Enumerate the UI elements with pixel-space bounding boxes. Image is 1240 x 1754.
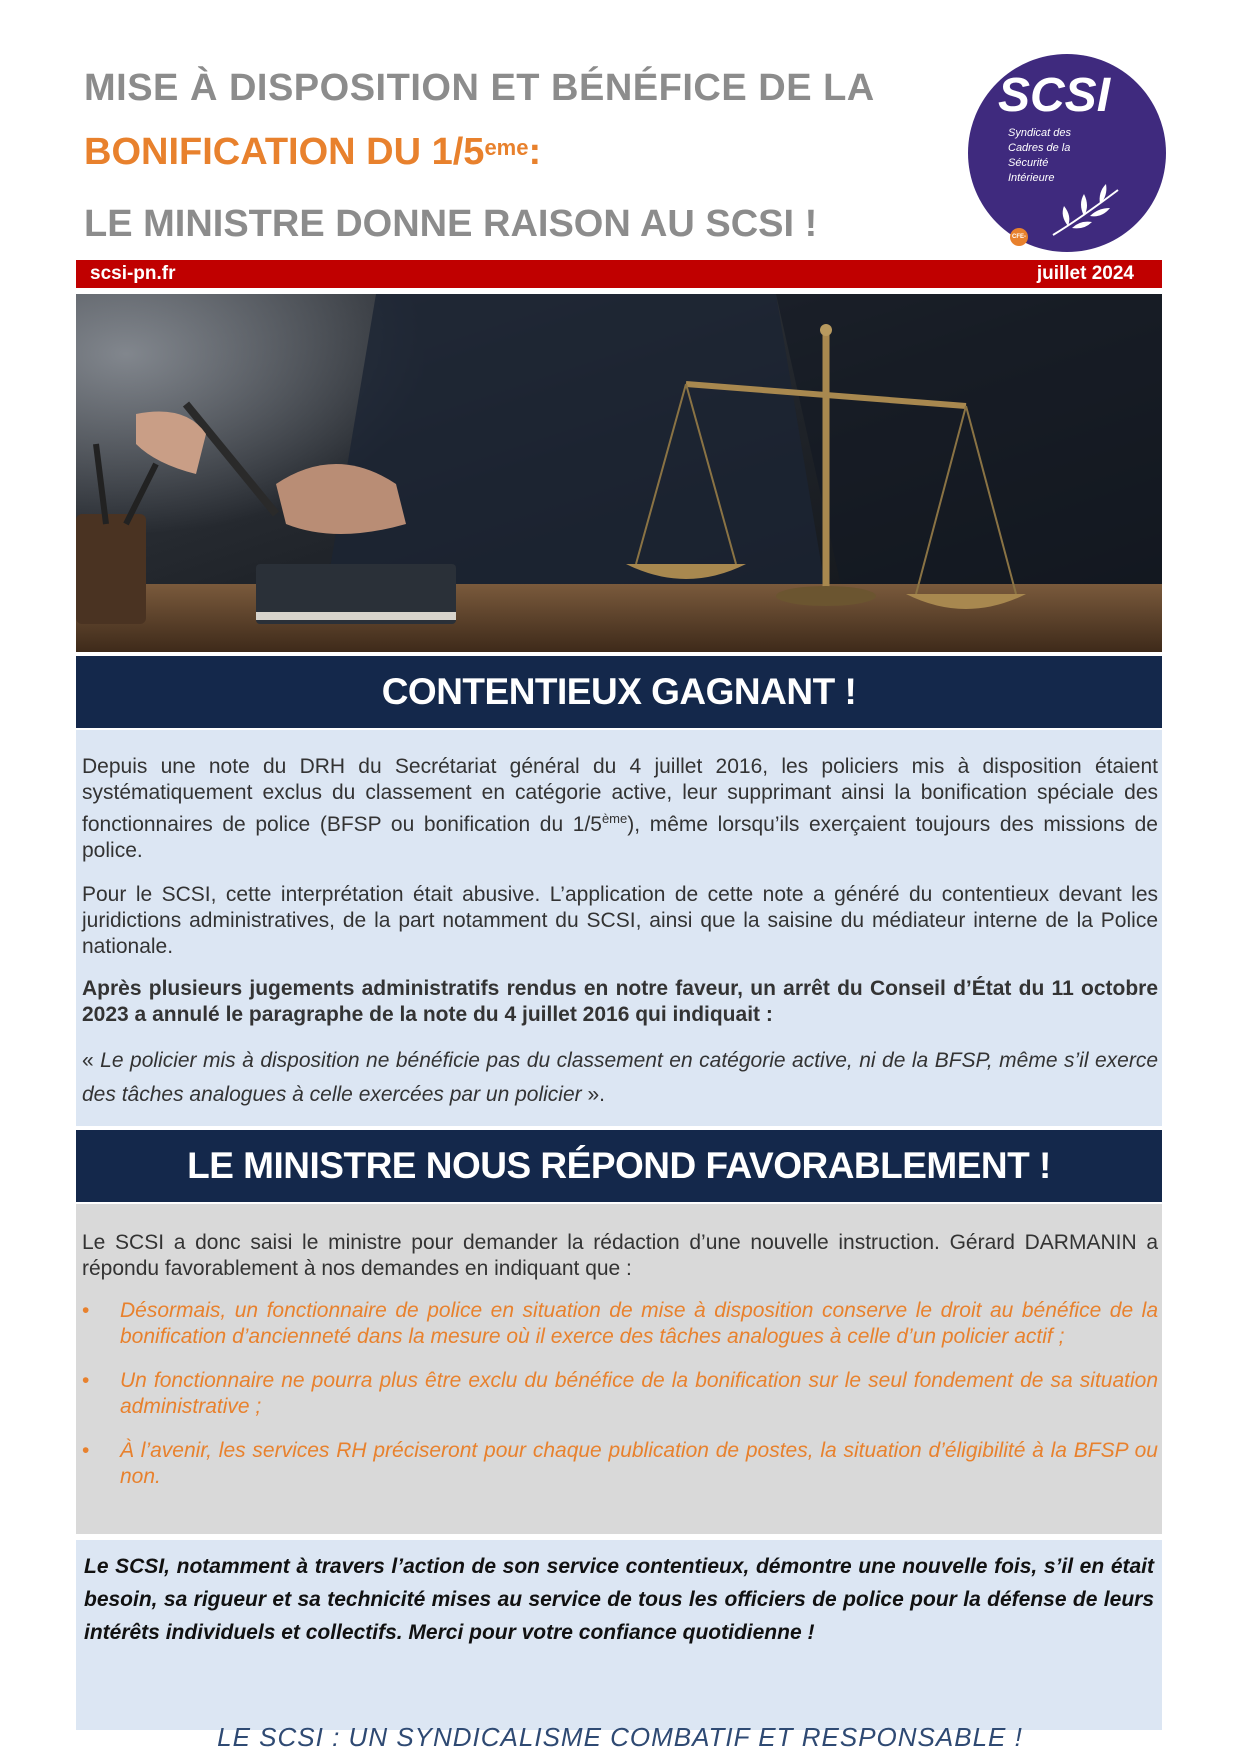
paragraph-context: Depuis une note du DRH du Secrétariat général du 4 juillet 2016, les policiers mis à disposition étaient systématiquement exclus du classement en catégorie active, leur supprimant ainsi la bonification spéciale des fonctionnaires de police (BFSP ou bonification du 1/5ème), même lorsqu’ils exerçaient toujours des missions de police. bbox=[82, 755, 1158, 862]
paragraph-ministre-intro: Le SCSI a donc saisi le ministre pour demander la rédaction d’une nouvelle instruction. Gérard DARMANIN a répondu favorablement à nos demandes en indiquant que : bbox=[82, 1231, 1158, 1280]
logo-subtitle: Syndicat des Cadres de la Sécurité Intérieure bbox=[1008, 127, 1071, 184]
bullet-icon: • bbox=[82, 1299, 90, 1322]
laurel-icon bbox=[1048, 180, 1128, 240]
paragraph-interpretation: Pour le SCSI, cette interprétation était abusive. L’application de cette note a généré du contentieux devant les juridictions administratives, de la part notamment du SCSI, ainsi que la saisine du médiateur interne de la Police nationale. bbox=[82, 883, 1158, 958]
title-line-1: MISE À DISPOSITION ET BÉNÉFICE DE LA bbox=[84, 67, 875, 109]
title-line-2: BONIFICATION DU 1/5eme: bbox=[84, 131, 542, 173]
publication-date: juillet 2024 bbox=[1036, 263, 1134, 284]
paragraph-conseil-etat: Après plusieurs jugements administratifs rendus en notre faveur, un arrêt du Conseil d’État du 11 octobre 2023 a annulé le paragraphe de la note du 4 juillet 2016 qui indiquait : bbox=[82, 977, 1158, 1026]
footer-slogan: LE SCSI : UN SYNDICALISME COMBATIF ET RESPONSABLE ! bbox=[217, 1722, 1023, 1752]
logo-brand: SCSI bbox=[998, 69, 1111, 122]
site-url: scsi-pn.fr bbox=[90, 263, 176, 284]
bullet-icon: • bbox=[82, 1439, 90, 1462]
list-item: • À l’avenir, les services RH préciseront pour chaque publication de postes, la situation d’éligibilité à la BFSP ou non. bbox=[82, 1439, 1158, 1488]
section-banner-contentieux: CONTENTIEUX GAGNANT ! bbox=[76, 656, 1162, 728]
info-bar bbox=[76, 260, 1162, 288]
conclusion-text: Le SCSI, notamment à travers l’action de son service contentieux, démontre une nouvelle fois, s’il en était besoin, sa rigueur et sa technicité mises au service de tous les officiers de police pour la défense de leurs intérêts individuels et collectifs. Merci pour votre confiance quotidienne ! bbox=[84, 1555, 1154, 1644]
page-title bbox=[84, 66, 944, 246]
justice-scales-photo bbox=[76, 294, 1162, 652]
section-banner-ministre: LE MINISTRE NOUS RÉPOND FAVORABLEMENT ! bbox=[76, 1130, 1162, 1202]
title-line-3: LE MINISTRE DONNE RAISON AU SCSI ! bbox=[84, 203, 818, 245]
list-item: • Un fonctionnaire ne pourra plus être exclu du bénéfice de la bonification sur le seul fondement de sa situation administrative ; bbox=[82, 1369, 1158, 1418]
ministre-points-list bbox=[82, 1298, 1158, 1508]
list-item: • Désormais, un fonctionnaire de police en situation de mise à disposition conserve le droit au bénéfice de la bonification d’ancienneté dans la mesure où il exerce des tâches analogues à celle d’un policier actif ; bbox=[82, 1299, 1158, 1348]
cfe-cgc-badge: CFE-CGC bbox=[1010, 228, 1028, 246]
scsi-logo bbox=[968, 54, 1166, 258]
quote-note: « Le policier mis à disposition ne bénéficie pas du classement en catégorie active, ni de la BFSP, même s’il exerce des tâches analogues à celle exercées par un policier ». bbox=[82, 1049, 1158, 1106]
bullet-icon: • bbox=[82, 1369, 90, 1392]
